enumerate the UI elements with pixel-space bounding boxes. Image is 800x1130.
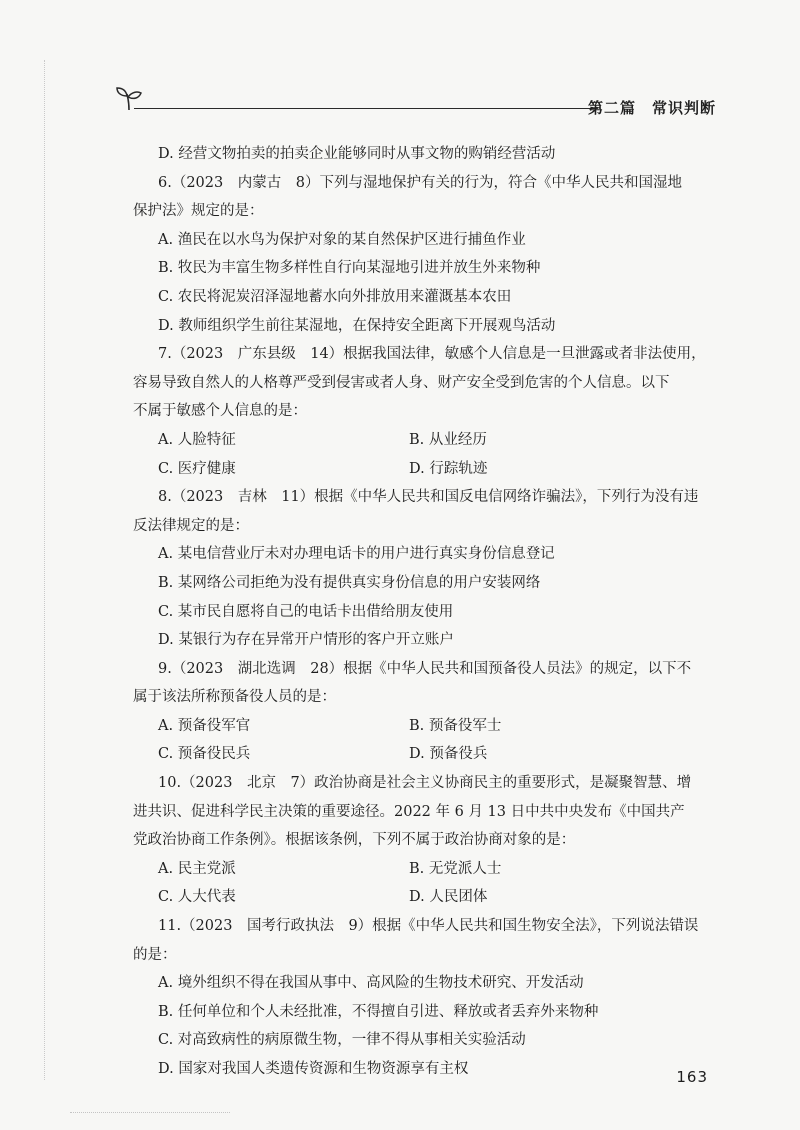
option-text: C. 某市民自愿将自己的电话卡出借给朋友使用 (158, 603, 454, 620)
option-text: A. 预备役军官 (158, 717, 251, 734)
header-rule (134, 108, 596, 109)
option-text: D. 教师组织学生前往某湿地，在保持安全距离下开展观鸟活动 (158, 317, 556, 334)
option-text: A. 人脸特征 (158, 431, 236, 448)
sprout-icon (114, 84, 144, 114)
scan-edge (44, 60, 46, 1080)
question-text-continued: 反法律规定的是： (133, 517, 249, 534)
option-text: C. 医疗健康 (158, 460, 236, 477)
option-text: C. 对高致病性的病原微生物，一律不得从事相关实验活动 (158, 1032, 526, 1049)
option-text: A. 渔民在以水鸟为保护对象的某自然保护区进行捕鱼作业 (158, 231, 526, 248)
option-row (133, 855, 713, 884)
question-text-continued: 党政治协商工作条例》。根据该条例，下列不属于政治协商对象的是： (133, 832, 576, 849)
option-text: D. 行踪轨迹 (409, 460, 488, 477)
question-text-continued: 进共识、促进科学民主决策的重要途径。2022 年 6 月 13 日中共中央发布《中国共产 (133, 803, 685, 820)
question-text-continued: 保护法》规定的是： (133, 203, 264, 220)
option-row (133, 883, 713, 912)
option-row (133, 740, 713, 769)
page-header (112, 84, 720, 120)
option-text: B. 某网络公司拒绝为没有提供真实身份信息的用户安装网络 (158, 574, 541, 591)
question-text: 11.（2023 国考行政执法 9）根据《中华人民共和国生物安全法》，下列说法错误 (158, 918, 699, 935)
question-text-continued: 不属于敏感个人信息的是： (133, 403, 307, 420)
option-text: C. 人大代表 (158, 889, 236, 906)
question-text: 8.（2023 吉林 11）根据《中华人民共和国反电信网络诈骗法》，下列行为没有违 (158, 489, 699, 506)
option-text: D. 人民团体 (409, 889, 488, 906)
section-title: 第二篇 常识判断 (587, 99, 716, 117)
question-content (133, 140, 713, 1084)
question-text: 9.（2023 湖北选调 28）根据《中华人民共和国预备役人员法》的规定，以下不 (158, 660, 692, 677)
option-text: A. 某电信营业厅未对办理电话卡的用户进行真实身份信息登记 (158, 546, 555, 563)
option-row (133, 426, 713, 455)
option-text: D. 某银行为存在异常开户情形的客户开立账户 (158, 632, 454, 649)
question-text-continued: 的是： (133, 946, 177, 963)
option-text: A. 境外组织不得在我国从事中、高风险的生物技术研究、开发活动 (158, 975, 584, 992)
page-number: 163 (676, 1068, 708, 1086)
option-text: D. 国家对我国人类遗传资源和生物资源享有主权 (158, 1061, 469, 1077)
option-row (133, 455, 713, 484)
option-text: B. 牧民为丰富生物多样性自行向某湿地引进并放生外来物种 (158, 260, 541, 277)
option-text: C. 农民将泥炭沼泽湿地蓄水向外排放用来灌溉基本农田 (158, 288, 512, 305)
option-text: D. 经营文物拍卖的拍卖企业能够同时从事文物的购销经营活动 (158, 146, 556, 162)
option-text: A. 民主党派 (158, 860, 236, 877)
option-text: B. 任何单位和个人未经批准，不得擅自引进、释放或者丢弃外来物种 (158, 1003, 599, 1020)
question-text: 6.（2023 内蒙古 8）下列与湿地保护有关的行为，符合《中华人民共和国湿地 (158, 174, 682, 191)
option-text: B. 预备役军士 (409, 717, 502, 734)
option-text: B. 从业经历 (409, 431, 487, 448)
option-text: D. 预备役兵 (409, 746, 488, 763)
option-row (133, 712, 713, 741)
option-text: B. 无党派人士 (409, 860, 502, 877)
option-text: C. 预备役民兵 (158, 746, 251, 763)
question-text-continued: 属于该法所称预备役人员的是： (133, 689, 336, 706)
question-text: 10.（2023 北京 7）政治协商是社会主义协商民主的重要形式，是凝聚智慧、增 (158, 775, 692, 792)
scan-edge-bottom (70, 1112, 230, 1113)
question-text-continued: 容易导致自然人的人格尊严受到侵害或者人身、财产安全受到危害的个人信息。以下 (133, 374, 670, 391)
question-text: 7.（2023 广东县级 14）根据我国法律，敏感个人信息是一旦泄露或者非法使用， (158, 346, 706, 363)
